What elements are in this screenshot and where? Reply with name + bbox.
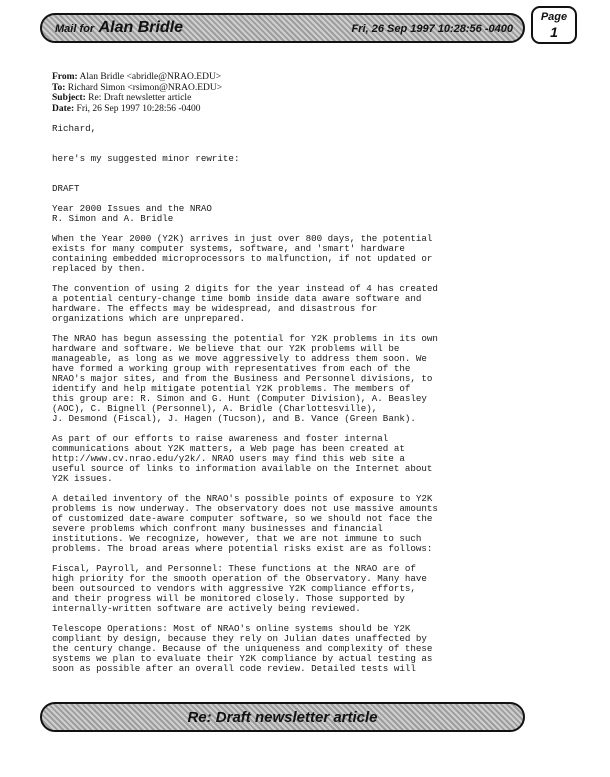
paragraph [52,494,572,554]
paragraph-line: organizations which are unprepared. [52,313,245,324]
header-to [52,83,222,94]
paragraph-line: the century change. Because of the uniqueness and complexity of these [52,643,433,654]
paragraph-line: Y2K issues. [52,473,113,484]
paragraph-line: replaced by then. [52,263,146,274]
paragraph [52,564,572,614]
email-headers [52,72,222,114]
mail-owner [55,19,183,37]
header-value: Alan Bridle <abridle@NRAO.EDU> [79,72,222,82]
subject-footer-banner [40,702,525,732]
paragraph-line: high priority for the smooth operation of the Observatory. Many have [52,573,427,584]
paragraph-line: been outsourced to vendors with aggressive Y2K compliance efforts, [52,583,416,594]
paragraph-line: exists for many computer systems, software, and 'smart' hardware [52,243,405,254]
header-value: Re: Draft newsletter article [88,93,192,103]
article-authors: R. Simon and A. Bridle [52,213,174,224]
page-label: Page [540,11,568,23]
paragraph-line: problems. The broad areas where potential risks exist are as follows: [52,543,433,554]
paragraph [52,284,572,324]
header-from [52,72,222,83]
paragraph-line: Fiscal, Payroll, and Personnel: These functions at the NRAO are of [52,563,416,574]
intro-line: here's my suggested minor rewrite: [52,153,240,164]
paragraph-line: systems we plan to evaluate their Y2K compliance by actual testing as [52,653,433,664]
header-date [52,104,222,115]
paragraph-line: this group are: R. Simon and G. Hunt (Computer Division), A. Beasley [52,393,427,404]
mail-owner-name: Alan Bridle [98,19,184,36]
paragraph-line: problems is now underway. The observatory does not use massive amounts [52,503,438,514]
mail-for-label: Mail for [55,23,95,35]
paragraph-line: The convention of using 2 digits for the year instead of 4 has created [52,283,438,294]
header-value: Richard Simon <rsimon@NRAO.EDU> [67,82,223,93]
paragraph-line: manageable, as long as we move aggressively to address them soon. We [52,353,427,364]
header-label: To: [52,82,66,93]
paragraph-line: compliant by design, because they rely on Julian dates unaffected by [52,633,427,644]
paragraph-line: containing embedded microprocessors to malfunction, if not updated or [52,253,433,264]
header-subject [52,93,222,104]
paragraph-line: soon as possible after an overall code review. Detailed tests will [52,663,416,674]
header-label: Date: [52,103,75,114]
page-number: 1 [550,24,558,40]
paragraph-line: When the Year 2000 (Y2K) arrives in just over 800 days, the potential [52,233,433,244]
paragraph-line: http://www.cv.nrao.edu/y2k/. NRAO users may find this web site a [52,453,405,464]
paragraph-line: a potential century-change time bomb inside data aware software and [52,293,422,304]
draft-label: DRAFT [52,183,80,194]
paragraph [52,624,572,674]
paragraph-line: hardware and software. We believe that our Y2K problems will be [52,343,400,354]
header-label: Subject: [52,93,86,103]
footer-subject: Re: Draft newsletter article [187,709,378,726]
greeting: Richard, [52,123,97,134]
paragraph-line: J. Desmond (Fiscal), J. Hagen (Tucson), and B. Vance (Green Bank). [52,413,416,424]
mail-header-banner [40,13,525,43]
paragraph-line: of customized date-aware computer software, so we should not face the [52,513,433,524]
paragraph-line: A detailed inventory of the NRAO's possible points of exposure to Y2K [52,493,433,504]
paragraph-line: The NRAO has begun assessing the potential for Y2K problems in its own [52,333,438,344]
article-title: Year 2000 Issues and the NRAO [52,203,212,214]
paragraph-line: As part of our efforts to raise awareness and foster internal [52,433,389,444]
paragraph-line: and their progress will be monitored closely. Those supported by [52,593,405,604]
paragraph [52,334,572,424]
paragraph-line: hardware. The effects may be widespread, and disastrous for [52,303,378,314]
paragraph-line: Telescope Operations: Most of NRAO's online systems should be Y2K [52,623,411,634]
paragraph-line: (AOC), C. Bignell (Personnel), A. Bridle (Charlottesville), [52,403,378,414]
paragraph-line: identify and help mitigate potential Y2K problems. The members of [52,383,411,394]
page-number-box [531,6,577,44]
paragraph-line: severe problems which confront many businesses and financial [52,523,383,534]
paragraph-line: NRAO's major sites, and from the Business and Personnel divisions, to [52,373,433,384]
paragraph-line: internally-written software are actively being reviewed. [52,603,361,614]
paragraph-line: useful source of links to information available on the Internet about [52,463,433,474]
header-label: From: [52,72,78,82]
paragraph-line: communications about Y2K matters, a Web page has been created at [52,443,405,454]
email-body [52,124,572,684]
paragraph-line: have formed a working group with representatives from each of the [52,363,411,374]
header-value: Fri, 26 Sep 1997 10:28:56 -0400 [76,103,201,114]
paragraph [52,234,572,274]
article-heading [52,204,572,224]
paragraph-line: institutions. We recognize, however, that we are not immune to such [52,533,422,544]
paragraph [52,434,572,484]
mail-date: Fri, 26 Sep 1997 10:28:56 -0400 [351,23,513,35]
